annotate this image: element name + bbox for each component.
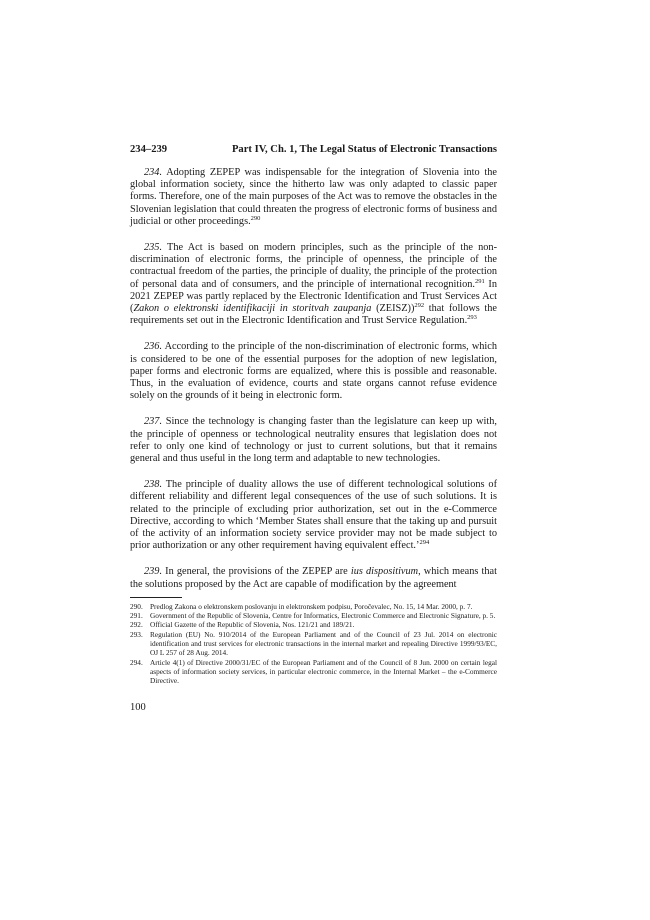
- book-page: [130, 143, 497, 713]
- footnote-ref[interactable]: 292: [414, 302, 425, 310]
- footnote-ref[interactable]: 293: [467, 314, 477, 322]
- footnote-292: [130, 620, 497, 629]
- footnote-text: Article 4(1) of Directive 2000/31/EC of the European Parliament and of the Council of 8 Jun. 2000 on certain legal aspects of information society services, in particular electronic commerce, in the Internal Market – the e-Commerce Directive.: [150, 657, 497, 686]
- footnote-number: 290.: [130, 601, 143, 611]
- paragraph-238: [130, 479, 497, 552]
- footnote-294: [130, 658, 497, 686]
- footnote-290: [130, 602, 497, 611]
- footnotes: [130, 602, 497, 686]
- paragraph-text: that follows the requirements set out in the Electronic Identification and Trust Service Regulation.: [130, 303, 497, 327]
- paragraph-236: [130, 341, 497, 402]
- footnote-number: 294.: [130, 657, 143, 667]
- latin-term-italic: ius dispositivum: [350, 566, 419, 578]
- footnote-number: 293.: [130, 629, 143, 639]
- footnote-number: 291.: [130, 611, 143, 621]
- paragraph-text: In general, the provisions of the ZEPEP are: [162, 566, 351, 578]
- section-range: 234–239: [130, 144, 168, 155]
- paragraph-text: Since the technology is changing faster than the legislature can keep up with, the principle of openness or technological neutrality ensures that legislation does not refer to only one kind of technology or just to current solutions, but that it remains general and thus useful in the long term and adaptable to new technologies.: [130, 416, 497, 465]
- footnote-ref[interactable]: 294: [419, 539, 430, 547]
- paragraph-text: The Act is based on modern principles, such as the principle of the non-discrimination of electronic forms, the principle of openness, the principle of the contractual freedom of the parties, the principle of duality, the principle of the protection of personal data and of consumers, and the principle of international recognition.: [130, 242, 497, 290]
- paragraph-number: 237.: [144, 416, 163, 428]
- paragraph-number: 235.: [144, 242, 163, 254]
- footnote-text: Official Gazette of the Republic of Slovenia, Nos. 121/21 and 189/21.: [150, 620, 355, 630]
- footnote-ref[interactable]: 290: [250, 214, 261, 222]
- paragraph-text: (ZEISZ)): [371, 303, 415, 315]
- paragraph-number: 238.: [144, 479, 163, 491]
- footnote-divider: [130, 597, 182, 598]
- footnote-text: Regulation (EU) No. 910/2014 of the European Parliament and of the Council of 23 Jul. 2014 on electronic identification and trust services for electronic transactions in the internal market and repealing Directive 1999/93/EC, OJ L 257 of 28 Aug. 2014.: [150, 629, 497, 658]
- paragraph-237: [130, 416, 497, 465]
- page-number: 100: [130, 701, 146, 713]
- paragraph-text: Adopting ZEPEP was indispensable for the integration of Slovenia into the global information society, since the hitherto law was only adapted to classic paper forms. Therefore, one of the main purposes of the Act was to remove the obstacles in the Slovenian legislation that could threaten the progress of electronic forms of business and judicial or other proceedings.: [130, 167, 497, 227]
- running-head: [130, 143, 497, 157]
- chapter-title: Part IV, Ch. 1, The Legal Status of Electronic Transactions: [231, 144, 497, 155]
- paragraph-239: [130, 566, 497, 590]
- footnote-text: Predlog Zakona o elektronskem poslovanju in elektronskem podpisu, Poročevalec, No. 15, 14 Mar. 2000, p. 7.: [150, 601, 473, 611]
- footnote-text: Government of the Republic of Slovenia, Centre for Informatics, Electronic Commerce and Electronic Signature, p. 5.: [150, 611, 496, 621]
- paragraph-number: 236.: [144, 341, 163, 353]
- paragraph-text: According to the principle of the non-discrimination of electronic forms, which is considered to be one of the essential purposes for the adoption of new legislation, paper forms and electronic forms are equalized, where this is possible and reasonable. Thus, in the evaluation of evidence, courts and state organs cannot refuse evidence solely on the grounds of it being in electronic form.: [130, 341, 497, 402]
- paragraph-number: 239.: [144, 566, 163, 578]
- paragraph-text: , which means that the solutions proposed by the Act are capable of modification by the agreement: [130, 566, 497, 590]
- paragraph-text: In 2021 ZEPEP was partly replaced by the Electronic Identification and Trust Services Act (: [130, 278, 497, 315]
- footnote-291: [130, 611, 497, 620]
- footnote-ref[interactable]: 291: [475, 277, 485, 285]
- footnote-number: 292.: [130, 620, 143, 630]
- paragraph-235: [130, 242, 497, 327]
- paragraph-text: The principle of duality allows the use of different technological solutions of different reliability and different legal consequences of the use of such solutions. It is related to the principle of excluding prior authorization, set out in the e-Commerce Directive, according to which ‘Member States shall ensure that the taking up and pursuit of the activity of an information society service provider may not be made subject to prior authorization or any other requirement having equivalent effect.’: [130, 479, 497, 552]
- act-title-italic: Zakon o elektronski identifikaciji in storitvah zaupanja: [133, 303, 372, 315]
- footnote-293: [130, 630, 497, 658]
- paragraph-number: 234.: [144, 167, 163, 178]
- paragraph-234: [130, 167, 497, 228]
